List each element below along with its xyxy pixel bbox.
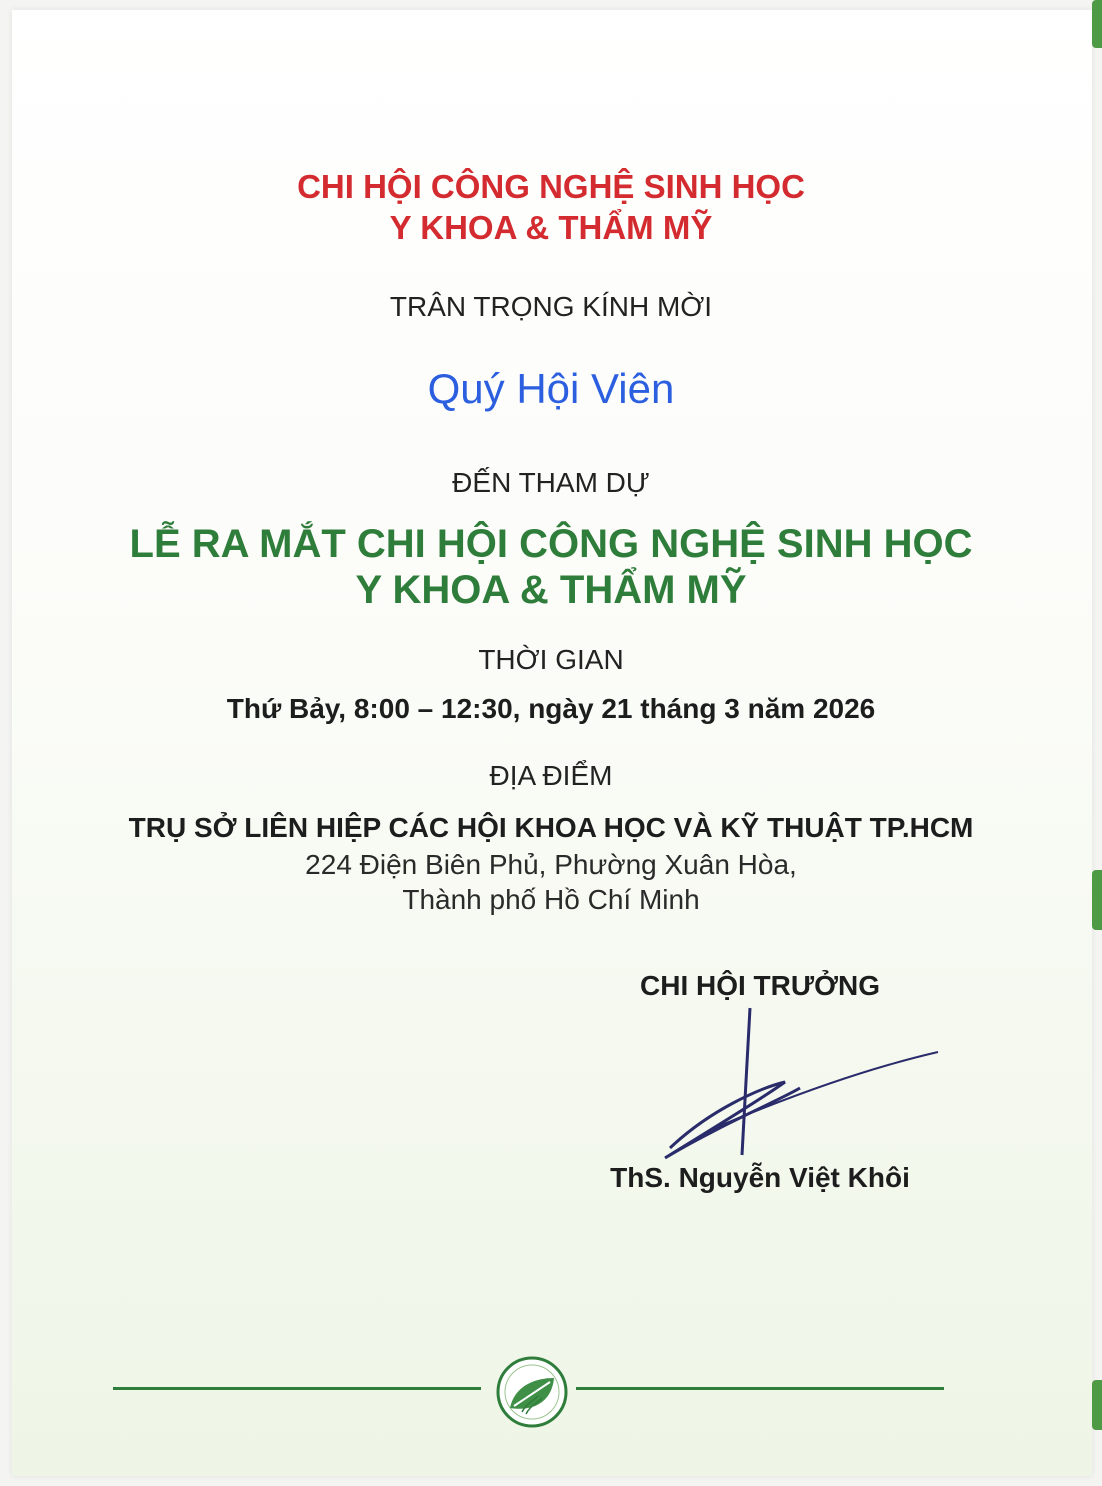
footer-divider-right [576, 1387, 944, 1390]
venue-address [0, 847, 1102, 917]
edge-leaf-decoration [1092, 1380, 1102, 1430]
signatory-name: ThS. Nguyễn Việt Khôi [610, 1162, 910, 1193]
venue-label: ĐỊA ĐIỂM [489, 760, 613, 791]
invitation-label: TRÂN TRỌNG KÍNH MỜI [389, 291, 713, 322]
event-title-line1: LỄ RA MẮT CHI HỘI CÔNG NGHỆ SINH HỌC [129, 522, 973, 566]
time-value: Thứ Bảy, 8:00 – 12:30, ngày 21 tháng 3 năm 2026 [226, 693, 876, 724]
organization-line2: Y KHOA & THẨM MỸ [389, 209, 713, 246]
event-title-line2: Y KHOA & THẨM MỸ [355, 568, 747, 612]
event-title [0, 521, 1102, 613]
time-label: THỜI GIAN [478, 644, 624, 675]
venue-address-line1: 224 Điện Biên Phủ, Phường Xuân Hòa, [305, 849, 797, 880]
guest-name: Quý Hội Viên [427, 365, 675, 412]
attend-label: ĐẾN THAM DỰ [452, 467, 650, 498]
signatory-title: CHI HỘI TRƯỞNG [640, 970, 880, 1001]
organization-name [0, 166, 1102, 248]
edge-leaf-decoration [1092, 0, 1102, 48]
organization-line1: CHI HỘI CÔNG NGHỆ SINH HỌC [297, 168, 805, 205]
venue-name: TRỤ SỞ LIÊN HIỆP CÁC HỘI KHOA HỌC VÀ KỸ THUẬT TP.HCM [128, 812, 974, 843]
venue-address-line2: Thành phố Hồ Chí Minh [402, 884, 700, 915]
handwritten-signature [650, 1000, 950, 1170]
leaf-dna-logo-icon [492, 1352, 572, 1432]
footer-divider-left [113, 1387, 481, 1390]
